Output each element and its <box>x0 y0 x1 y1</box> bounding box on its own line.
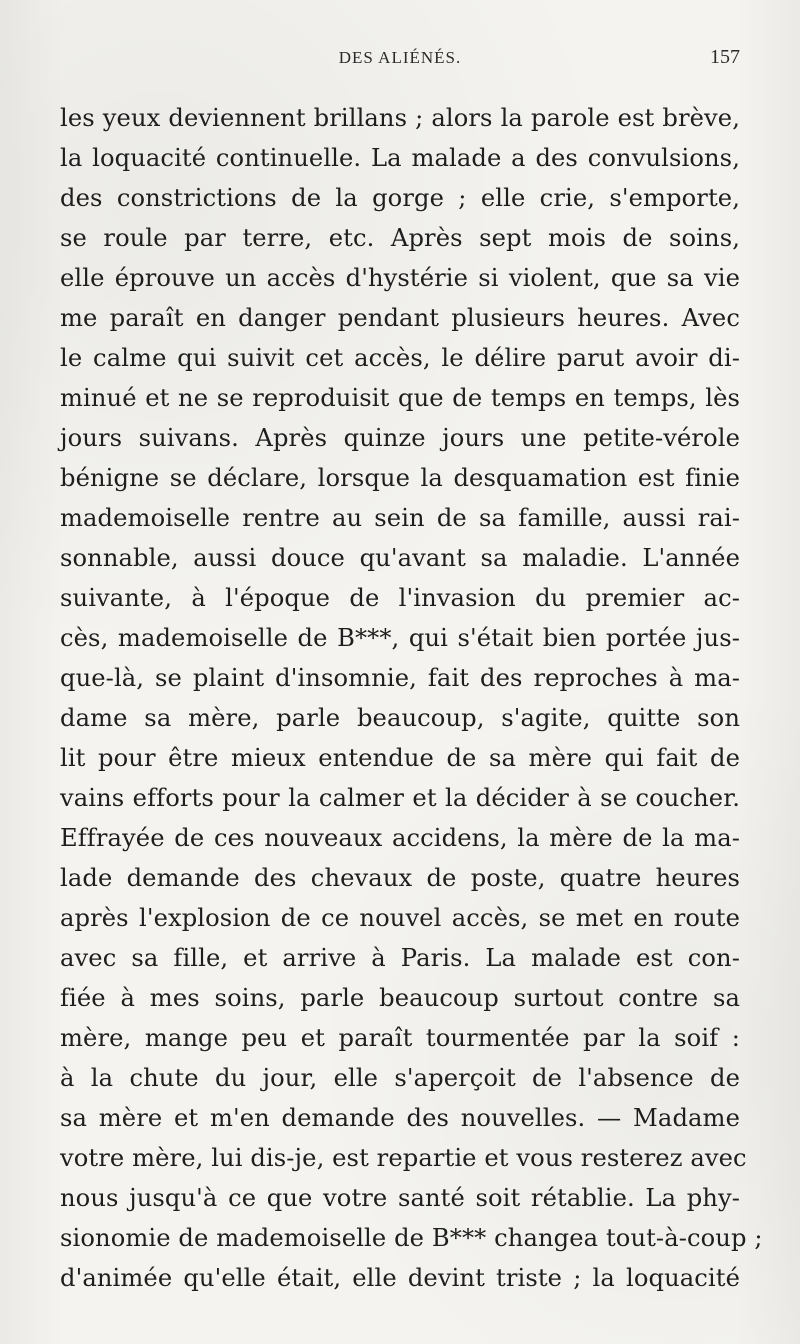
text-line-12: sonnable, aussi douce qu'avant sa maladie. L'année <box>60 544 740 572</box>
text-line-3: des constrictions de la gorge ; elle crie, s'emporte, <box>60 184 740 212</box>
text-line-26: sa mère et m'en demande des nouvelles. — Madame <box>60 1104 740 1132</box>
text-line-27: votre mère, lui dis-je, est repartie et vous resterez avec <box>60 1144 747 1172</box>
text-line-28: nous jusqu'à ce que votre santé soit rétablie. La phy- <box>60 1184 740 1212</box>
text-line-7: le calme qui suivit cet accès, le délire parut avoir di- <box>60 344 740 372</box>
text-line-13: suivante, à l'époque de l'invasion du premier ac- <box>60 584 740 612</box>
text-line-15: que-là, se plaint d'insomnie, fait des reproches à ma- <box>60 664 740 692</box>
text-line-30: d'animée qu'elle était, elle devint triste ; la loquacité <box>60 1264 740 1292</box>
text-line-1: les yeux deviennent brillans ; alors la parole est brève, <box>60 104 740 132</box>
text-line-29: sionomie de mademoiselle de B*** changea tout-à-coup ; <box>60 1224 763 1252</box>
text-line-9: jours suivans. Après quinze jours une petite-vérole <box>60 424 740 452</box>
page-number: 157 <box>710 46 740 68</box>
text-line-11: mademoiselle rentre au sein de sa famille, aussi rai- <box>60 504 740 532</box>
text-line-24: mère, mange peu et paraît tourmentée par la soif : <box>60 1024 740 1052</box>
text-line-21: après l'explosion de ce nouvel accès, se met en route <box>60 904 740 932</box>
text-line-2: la loquacité continuelle. La malade a des convulsions, <box>60 144 740 172</box>
text-line-25: à la chute du jour, elle s'aperçoit de l'absence de <box>60 1064 740 1092</box>
text-line-22: avec sa fille, et arrive à Paris. La malade est con- <box>60 944 740 972</box>
text-line-23: fiée à mes soins, parle beaucoup surtout contre sa <box>60 984 740 1012</box>
text-line-17: lit pour être mieux entendue de sa mère qui fait de <box>60 744 740 772</box>
text-line-5: elle éprouve un accès d'hystérie si violent, que sa vie <box>60 264 740 292</box>
text-line-20: lade demande des chevaux de poste, quatre heures <box>60 864 740 892</box>
running-header <box>60 48 740 72</box>
text-line-19: Effrayée de ces nouveaux accidens, la mère de la ma- <box>60 824 740 852</box>
text-line-10: bénigne se déclare, lorsque la desquamation est finie <box>60 464 740 492</box>
text-line-18: vains efforts pour la calmer et la décider à se coucher. <box>60 784 740 812</box>
text-line-14: cès, mademoiselle de B***, qui s'était bien portée jus- <box>60 624 740 652</box>
running-title: DES ALIÉNÉS. <box>338 48 462 67</box>
text-line-16: dame sa mère, parle beaucoup, s'agite, quitte son <box>60 704 740 732</box>
text-line-4: se roule par terre, etc. Après sept mois de soins, <box>60 224 740 252</box>
body-text <box>60 98 763 1298</box>
text-line-6: me paraît en danger pendant plusieurs heures. Avec <box>60 304 740 332</box>
text-line-8: minué et ne se reproduisit que de temps en temps, lès <box>60 384 740 412</box>
